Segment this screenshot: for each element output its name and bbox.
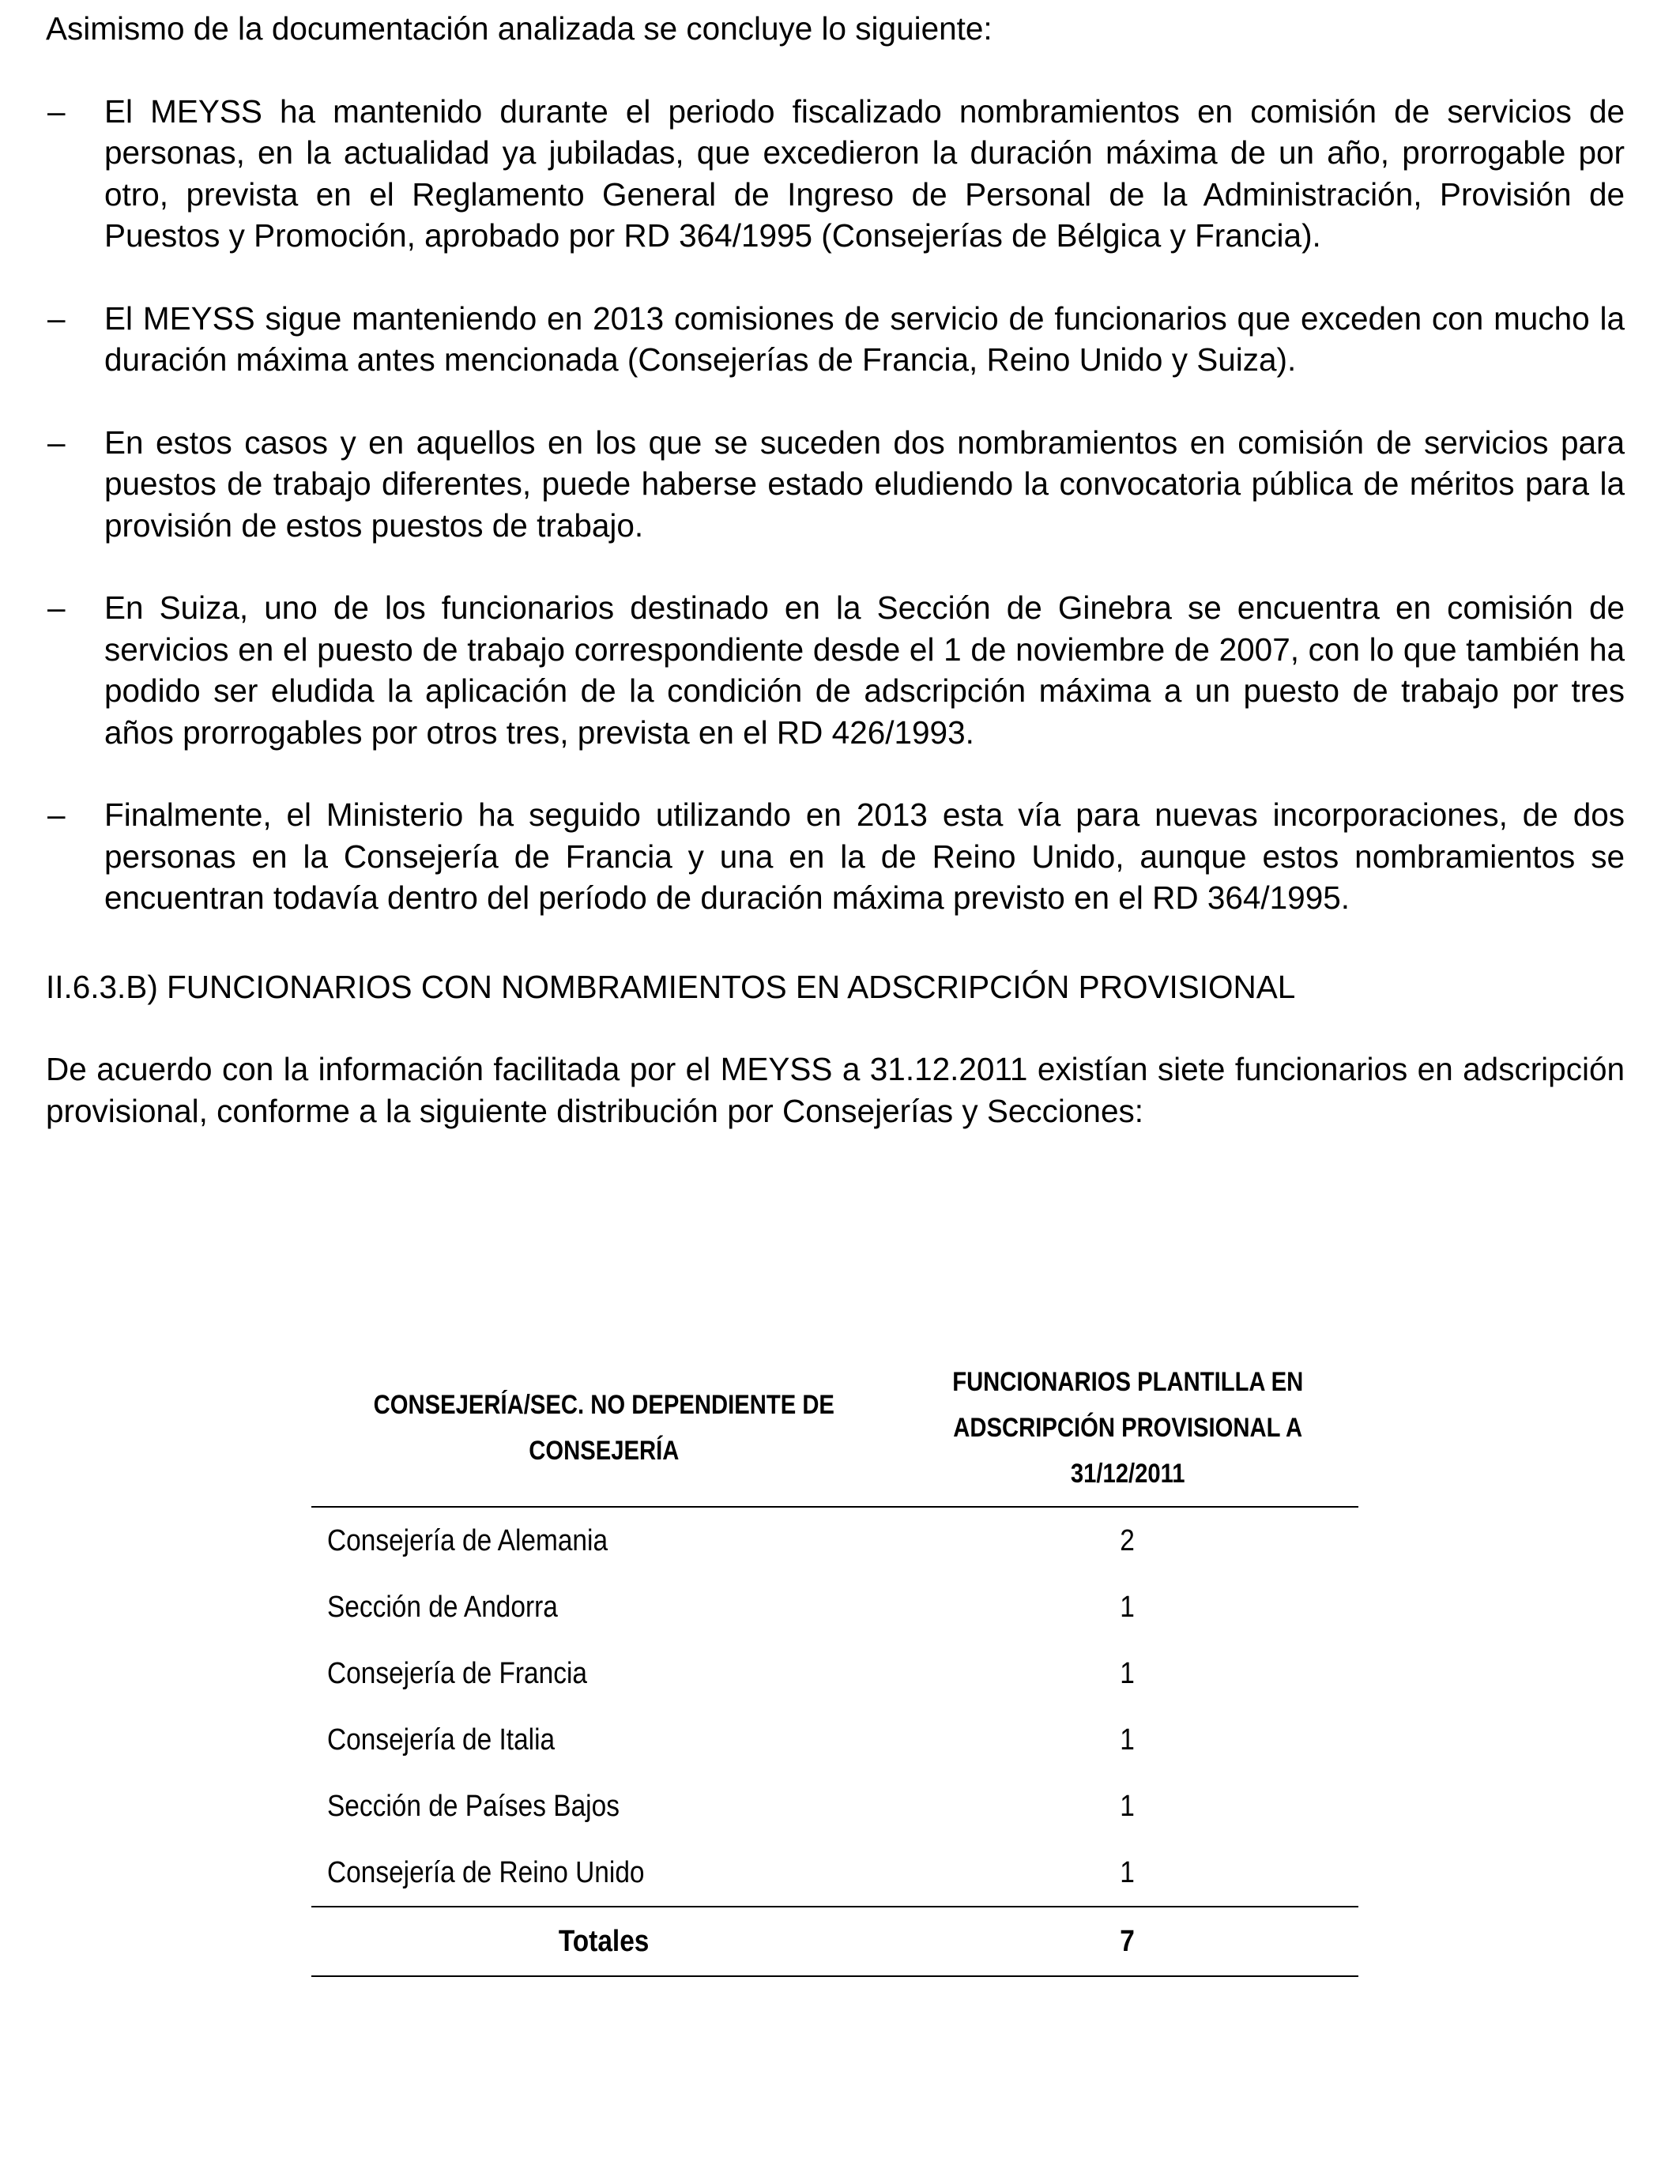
row-name: Consejería de Alemania (327, 1523, 608, 1557)
header-consejeria (352, 1359, 856, 1507)
header-funcionarios-line3: 31/12/2011 (1070, 1459, 1185, 1489)
header-funcionarios-line1: FUNCIONARIOS PLANTILLA EN (951, 1367, 1303, 1397)
row-value-cell (897, 1839, 1358, 1907)
table-row (311, 1507, 1358, 1574)
row-name: Sección de Andorra (327, 1590, 558, 1624)
row-value-cell (897, 1640, 1358, 1707)
row-name: Sección de Países Bajos (327, 1789, 620, 1823)
table-row (311, 1640, 1358, 1707)
table-row (311, 1574, 1358, 1640)
finding-item (46, 298, 1625, 381)
finding-text: En Suiza, uno de los funcionarios destinado en la Sección de Ginebra se encuentra en comisión de servicios en el puesto de trabajo correspondiente desde el 1 de noviembre de 2007, con lo que también ha podido ser eludida la aplicación de la condición de adscripción máxima a un puesto de trabajo por tres años prorrogables por otros tres, prevista en el RD 426/1993. (104, 589, 1625, 751)
totals-value-cell (897, 1907, 1358, 1976)
row-value: 1 (1120, 1723, 1136, 1757)
row-value-cell (897, 1707, 1358, 1773)
row-value: 1 (1120, 1855, 1136, 1889)
dash-bullet-icon: – (47, 299, 66, 337)
provisional-assignment-table (311, 1359, 1358, 1977)
dash-bullet-icon: – (47, 796, 66, 833)
row-value-cell (897, 1574, 1358, 1640)
totals-row (311, 1907, 1358, 1976)
header-funcionarios (929, 1359, 1327, 1507)
section-paragraph: De acuerdo con la información facilitada por el MEYSS a 31.12.2011 existían siete funcionarios en adscripción provisional, conforme a la siguiente distribución por Consejerías y Secciones: (46, 1051, 1625, 1129)
document-page (46, 8, 1625, 1132)
dash-bullet-icon: – (47, 92, 66, 130)
row-value: 1 (1120, 1789, 1136, 1823)
row-name-cell (311, 1507, 897, 1574)
row-name-cell (311, 1707, 897, 1773)
intro-paragraph: Asimismo de la documentación analizada se concluye lo siguiente: (46, 10, 993, 47)
row-name: Consejería de Italia (327, 1723, 556, 1757)
header-consejeria-line2: CONSEJERÍA (529, 1436, 680, 1466)
findings-list (46, 91, 1625, 919)
finding-text: El MEYSS ha mantenido durante el periodo fiscalizado nombramientos en comisión de servicios de personas, en la actualidad ya jubiladas, que excedieron la duración máxima de un año, prorrogable por otro, prevista en el Reglamento General de Ingreso de Personal de la Administración, Provisión de Puestos y Promoción, aprobado por RD 364/1995 (Consejerías de Bélgica y Francia). (104, 92, 1625, 254)
row-value: 2 (1120, 1523, 1136, 1557)
row-value-cell (897, 1507, 1358, 1574)
row-value: 1 (1120, 1656, 1136, 1690)
row-name-cell (311, 1773, 897, 1839)
row-name: Consejería de Reino Unido (327, 1855, 645, 1889)
header-funcionarios-line2: ADSCRIPCIÓN PROVISIONAL A (952, 1413, 1302, 1443)
table-row (311, 1773, 1358, 1839)
row-value: 1 (1120, 1590, 1136, 1624)
totals-label: Totales (558, 1924, 650, 1958)
row-name: Consejería de Francia (327, 1656, 587, 1690)
row-name-cell (311, 1574, 897, 1640)
row-name-cell (311, 1839, 897, 1907)
table-row (311, 1839, 1358, 1907)
totals-label-cell (311, 1907, 897, 1976)
finding-item (46, 794, 1625, 919)
header-consejeria-line1: CONSEJERÍA/SEC. NO DEPENDIENTE DE (373, 1390, 834, 1420)
data-table (311, 1359, 1358, 1977)
totals-value: 7 (1120, 1924, 1136, 1958)
section-heading: II.6.3.B) FUNCIONARIOS CON NOMBRAMIENTOS EN ADSCRIPCIÓN PROVISIONAL (46, 968, 1296, 1005)
finding-text: En estos casos y en aquellos en los que se suceden dos nombramientos en comisión de servicios para puestos de trabajo diferentes, puede haberse estado eludiendo la convocatoria pública de méritos para la provisión de estos puestos de trabajo. (104, 424, 1625, 544)
row-value-cell (897, 1773, 1358, 1839)
dash-bullet-icon: – (47, 589, 66, 626)
table-header-row (311, 1359, 1358, 1507)
finding-item (46, 91, 1625, 257)
finding-item (46, 422, 1625, 547)
finding-text: Finalmente, el Ministerio ha seguido utilizando en 2013 esta vía para nuevas incorporaciones, de dos personas en la Consejería de Francia y una en la de Reino Unido, aunque estos nombramientos se encuentran todavía dentro del período de duración máxima previsto en el RD 364/1995. (104, 796, 1625, 916)
finding-item (46, 587, 1625, 753)
dash-bullet-icon: – (47, 424, 66, 461)
finding-text: El MEYSS sigue manteniendo en 2013 comisiones de servicio de funcionarios que exceden con mucho la duración máxima antes mencionada (Consejerías de Francia, Reino Unido y Suiza). (104, 299, 1625, 378)
row-name-cell (311, 1640, 897, 1707)
table-row (311, 1707, 1358, 1773)
